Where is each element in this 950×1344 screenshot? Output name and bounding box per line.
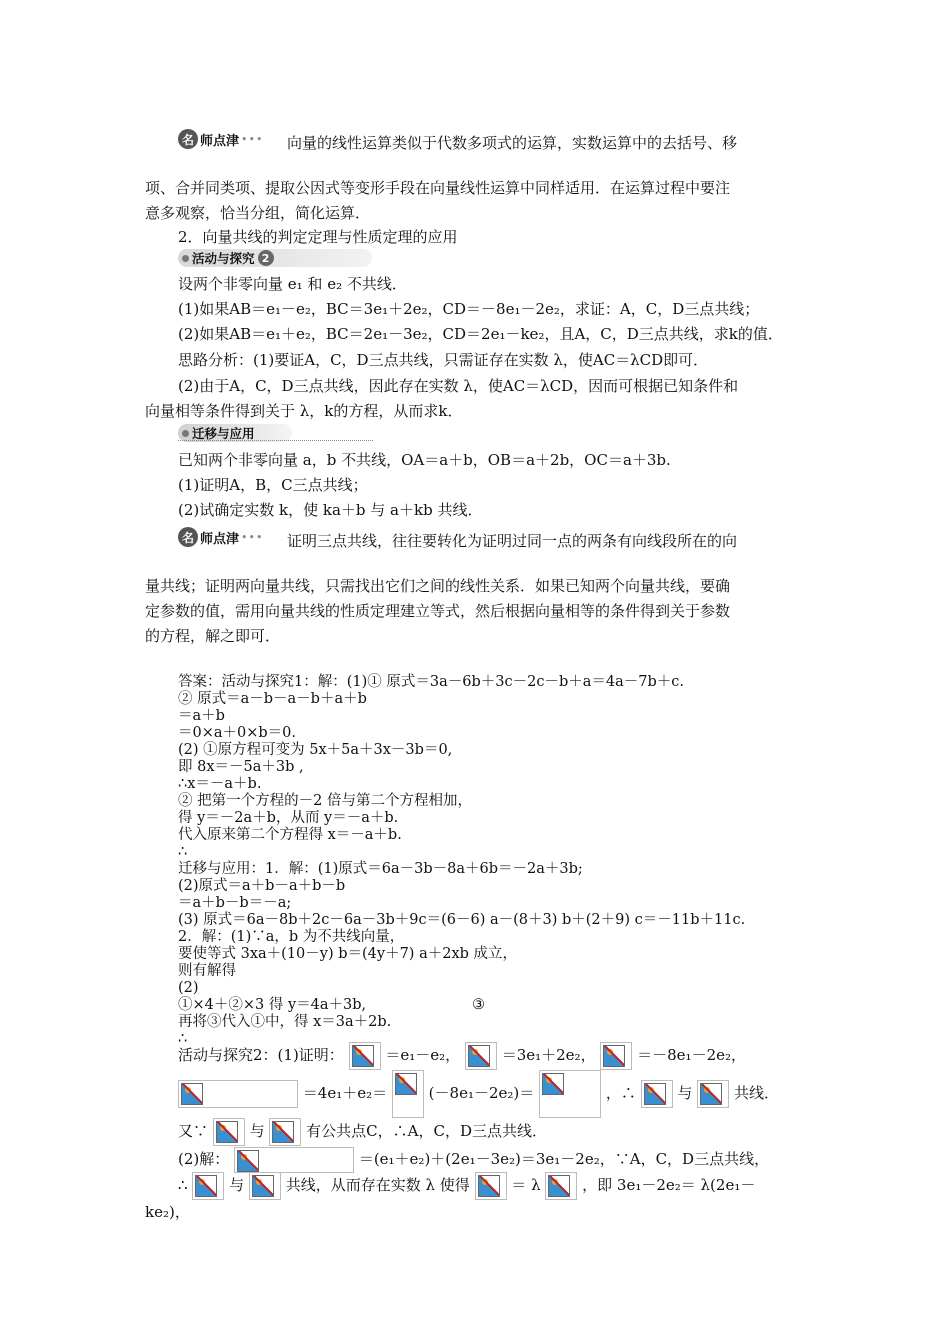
exercise-text: (2)如果AB＝e₁＋e₂，BC＝2e₁－3e₂，CD＝2e₁－ke₂，且A，C，D三点共线，求k的值． xyxy=(178,325,783,343)
vector-image xyxy=(545,1172,577,1200)
answer-line: ③ xyxy=(472,997,485,1013)
answer-line: ＝a＋b xyxy=(178,708,225,724)
solution-line: ∴ 与 共线，从而存在实数 λ 使得 ＝ λ ，即 3e₁－2e₂＝ λ(2e₁－ xyxy=(178,1172,755,1200)
activity-bar-number: 2 xyxy=(258,250,274,266)
tip-text: 证明三点共线，往往要转化为证明过同一点的两条有向线段所在的向 xyxy=(287,532,738,550)
vector-image xyxy=(192,1172,224,1200)
apply-bar-label: 迁移与应用 xyxy=(192,426,255,441)
vector-image xyxy=(475,1172,507,1200)
vector-image xyxy=(392,1070,424,1118)
answer-line: (3) 原式＝6a－8b＋2c－6a－3b＋9c＝(6－6) a－(8＋3) b＋(2＋9) c＝－11b＋11c. xyxy=(178,912,746,928)
tip-badge-label: 师点津 xyxy=(200,133,240,149)
exercise-text: (1)如果AB＝e₁－e₂，BC＝3e₁＋2e₂，CD＝－8e₁－2e₂，求证：A，C，D三点共线； xyxy=(178,300,760,318)
apply-text: 已知两个非零向量 a，b 不共线，OA＝a＋b，OB＝a＋2b，OC＝a＋3b. xyxy=(178,451,671,469)
answer-line: 即 8x＝－5a＋3b , xyxy=(178,759,304,775)
vector-image xyxy=(641,1080,673,1108)
vector-image xyxy=(269,1118,301,1146)
vector-image xyxy=(213,1118,245,1146)
exercise-text: 设两个非零向量 e₁ 和 e₂ 不共线． xyxy=(178,275,407,293)
answer-line: ＝0×a＋0×b＝0. xyxy=(178,725,297,741)
answer-line: 2．解：(1)∵a，b 为不共线向量， xyxy=(178,929,405,945)
tip-text: 意多观察，恰当分组，简化运算． xyxy=(145,204,371,222)
answer-line: (2)原式＝a＋b－a＋b－b xyxy=(178,878,346,894)
vector-image xyxy=(697,1080,729,1108)
answer-line: 要使等式 3xa＋(10－y) b＝(4y＋7) a＋2xb 成立， xyxy=(178,946,518,962)
activity-bar xyxy=(178,249,372,267)
solution-line: ＝4e₁＋e₂＝ (－8e₁－2e₂)＝ ，∴ 与 共线． xyxy=(178,1070,779,1118)
answer-line: ＝a＋b－b＝－a; xyxy=(178,895,292,911)
vector-image xyxy=(249,1172,281,1200)
answer-line: ∴ xyxy=(178,844,188,860)
vector-image xyxy=(539,1070,601,1118)
answer-line: 再将③代入①中，得 x＝3a＋2b. xyxy=(178,1014,392,1030)
apply-text: (1)证明A，B，C三点共线； xyxy=(178,476,368,494)
vector-image xyxy=(600,1042,632,1070)
activity-bar-label: 活动与探究 xyxy=(192,251,255,266)
answer-line: 则有解得 xyxy=(178,963,236,979)
section-heading: 2．向量共线的判定定理与性质定理的应用 xyxy=(178,228,458,246)
tip-text: 的方程，解之即可． xyxy=(145,627,281,645)
dotted-divider xyxy=(178,440,373,441)
answer-line: 得 y＝－2a＋b，从而 y＝－a＋b. xyxy=(178,810,399,826)
vector-image xyxy=(349,1042,381,1070)
answer-line: (2) xyxy=(178,980,199,996)
tip-badge-label: 师点津 xyxy=(200,531,240,547)
tip-badge-circle: 名 xyxy=(178,129,198,149)
apply-text: (2)试确定实数 k，使 ka＋b 与 a＋kb 共线． xyxy=(178,501,483,519)
vector-image xyxy=(465,1042,497,1070)
answer-line: ∴ xyxy=(178,1031,188,1047)
exercise-text: (2)由于A，C，D三点共线，因此存在实数 λ，使AC＝λCD，因而可根据已知条件和 xyxy=(178,377,739,395)
tip-badge: 名 师点津 ••• xyxy=(178,526,263,548)
tip-text: 定参数的值，需用向量共线的性质定理建立等式，然后根据向量相等的条件得到关于参数 xyxy=(145,602,731,620)
answer-line: (2) ①原方程可变为 5x＋5a＋3x－3b＝0, xyxy=(178,742,453,758)
solution-line: 活动与探究2：(1)证明： ＝e₁－e₂， ＝3e₁＋2e₂， ＝－8e₁－2e₂， xyxy=(178,1042,746,1070)
solution-line: (2)解： ＝(e₁＋e₂)＋(2e₁－3e₂)＝3e₁－2e₂，∵A，C，D三点共线， xyxy=(178,1146,769,1173)
answer-line: 答案：活动与探究1：解：(1)① 原式＝3a－6b＋3c－2c－b＋a＝4a－7b＋c. xyxy=(178,674,684,690)
solution-line: ke₂)， xyxy=(145,1203,190,1221)
answer-line: ② 把第一个方程的－2 倍与第二个方程相加， xyxy=(178,793,472,809)
answer-line: ①×4＋②×3 得 y＝4a＋3b, xyxy=(178,997,367,1013)
tip-text: 量共线；证明两向量共线，只需找出它们之间的线性关系．如果已知两个向量共线，要确 xyxy=(145,577,731,595)
tip-badge: 名 师点津 ••• xyxy=(178,128,263,150)
solution-line: 又∵ 与 有公共点C，∴A，C，D三点共线． xyxy=(178,1118,547,1146)
vector-image xyxy=(178,1080,298,1108)
answer-line: ∴x＝－a＋b. xyxy=(178,776,262,792)
exercise-text: 向量相等条件得到关于 λ，k的方程，从而求k． xyxy=(145,402,463,420)
tip-text: 向量的线性运算类似于代数多项式的运算，实数运算中的去括号、移 xyxy=(287,134,738,152)
exercise-text: 思路分析：(1)要证A，C，D三点共线，只需证存在实数 λ，使AC＝λCD即可． xyxy=(178,351,709,369)
tip-badge-circle: 名 xyxy=(178,527,198,547)
tip-text: 项、合并同类项、提取公因式等变形手段在向量线性运算中同样适用．在运算过程中要注 xyxy=(145,179,731,197)
vector-image xyxy=(234,1147,354,1173)
answer-line: 迁移与应用：1．解：(1)原式＝6a－3b－8a＋6b＝－2a＋3b; xyxy=(178,861,583,877)
answer-line: ② 原式＝a－b－a－b＋a＋b xyxy=(178,691,367,707)
answer-line: 代入原来第二个方程得 x＝－a＋b. xyxy=(178,827,402,843)
